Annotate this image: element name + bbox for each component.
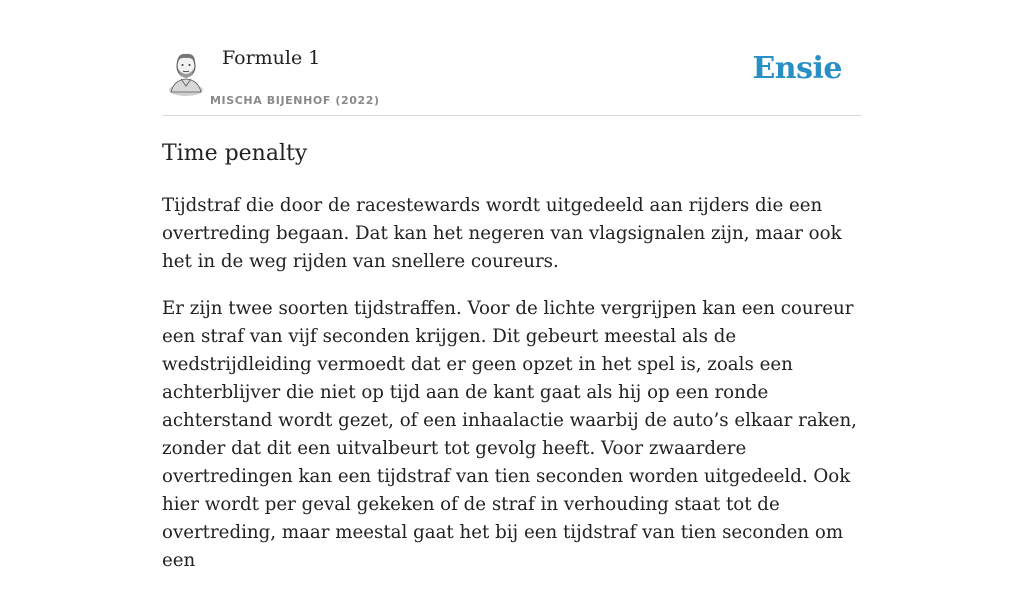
body-paragraph: Er zijn twee soorten tijdstraffen. Voor de lichte vergrijpen kan een coureur een straf van vijf seconden krijgen. Dit gebeurt meestal als de wedstrijdleiding vermoedt dat er geen opzet in het spel is, zoals een achterblijver die niet op tijd aan de kant gaat als hij op een ronde achterstand wordt gezet, of een inhaalactie waarbij de auto’s elkaar raken, zonder dat dit een uitvalbeurt tot gevolg heeft. Voor zwaardere overtredingen kan een tijdstraf van tien seconden worden uitgedeeld. Ook hier wordt per geval gekeken of de straf in verhouding staat tot de overtreding, maar meestal gaat het bij een tijdstraf van tien seconden om een [162, 298, 857, 571]
author-credit[interactable]: MISCHA BIJENHOF (2022) [210, 94, 380, 107]
topic-link[interactable]: Formule 1 [222, 47, 321, 69]
entry-body [162, 192, 862, 594]
body-paragraph: Tijdstraf die door de racestewards wordt uitgedeeld aan rijders die een overtreding begaan. Dat kan het negeren van vlagsignalen zijn, maar ook het in de weg rijden van snellere coureurs. [162, 195, 842, 272]
entry-header [162, 0, 862, 116]
entry-title: Time penalty [162, 141, 308, 166]
brand-logo[interactable]: Ensie [752, 51, 842, 86]
author-portrait-icon[interactable] [166, 48, 206, 94]
entry-card [162, 0, 862, 571]
